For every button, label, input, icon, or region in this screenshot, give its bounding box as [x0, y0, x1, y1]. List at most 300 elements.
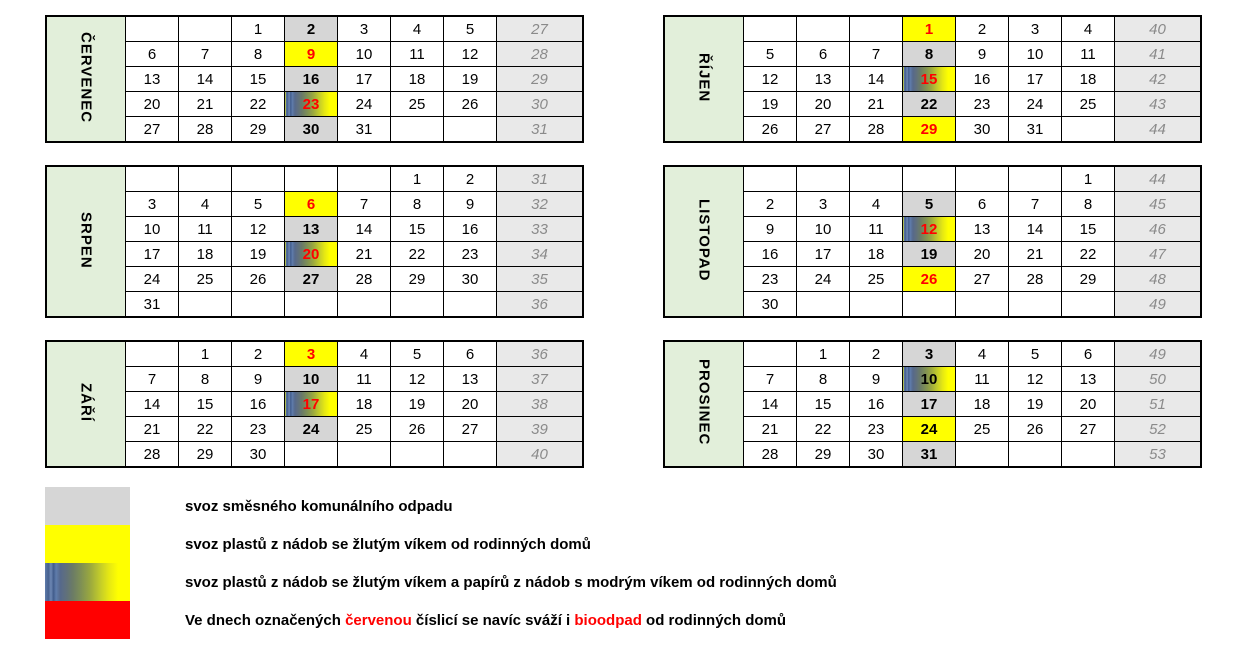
day-cell: 23	[850, 417, 903, 442]
day-cell: 18	[179, 242, 232, 267]
week-number: 52	[1115, 417, 1202, 442]
empty-day-cell	[444, 442, 497, 468]
day-cell: 11	[956, 367, 1009, 392]
day-cell: 28	[744, 442, 797, 468]
empty-day-cell	[850, 292, 903, 318]
day-cell: 30	[232, 442, 285, 468]
day-cell: 4	[179, 192, 232, 217]
month-table-cervenec	[45, 15, 584, 143]
week-row	[664, 367, 1201, 392]
week-row	[664, 192, 1201, 217]
day-cell: 23	[444, 242, 497, 267]
day-cell: 12	[444, 42, 497, 67]
day-cell: 16	[850, 392, 903, 417]
month-label-text: LISTOPAD	[695, 198, 713, 282]
legend-item-mixed	[45, 563, 1240, 601]
empty-day-cell	[903, 292, 956, 318]
week-row	[664, 392, 1201, 417]
day-cell: 20	[956, 242, 1009, 267]
day-cell: 30	[285, 117, 338, 143]
empty-day-cell	[179, 292, 232, 318]
day-cell: 19	[391, 392, 444, 417]
day-cell: 30	[444, 267, 497, 292]
day-cell: 3	[126, 192, 179, 217]
day-cell: 14	[179, 67, 232, 92]
day-cell: 17	[903, 392, 956, 417]
day-cell: 3	[285, 341, 338, 367]
day-cell: 18	[338, 392, 391, 417]
legend-word: svoz plastů z nádob se žlutým víkem od rodinných domů	[185, 535, 591, 553]
day-cell: 27	[444, 417, 497, 442]
legend-label	[185, 498, 453, 515]
day-cell: 13	[444, 367, 497, 392]
day-cell: 29	[391, 267, 444, 292]
day-cell: 12	[391, 367, 444, 392]
day-cell: 21	[744, 417, 797, 442]
week-number: 39	[497, 417, 584, 442]
empty-day-cell	[391, 442, 444, 468]
week-row	[664, 292, 1201, 318]
day-cell: 2	[744, 192, 797, 217]
empty-day-cell	[850, 166, 903, 192]
day-cell: 12	[1009, 367, 1062, 392]
day-cell: 20	[1062, 392, 1115, 417]
day-cell: 11	[1062, 42, 1115, 67]
empty-day-cell	[850, 16, 903, 42]
month-label-text: ŘÍJEN	[695, 52, 713, 103]
week-number: 42	[1115, 67, 1202, 92]
day-cell: 20	[444, 392, 497, 417]
day-cell: 23	[232, 417, 285, 442]
day-cell: 15	[797, 392, 850, 417]
calendar-grid	[45, 15, 1240, 468]
day-cell: 11	[179, 217, 232, 242]
day-cell: 17	[338, 67, 391, 92]
day-cell: 8	[1062, 192, 1115, 217]
day-cell: 21	[179, 92, 232, 117]
empty-day-cell	[232, 166, 285, 192]
day-cell: 25	[179, 267, 232, 292]
day-cell: 17	[797, 242, 850, 267]
day-cell: 23	[956, 92, 1009, 117]
week-number: 49	[1115, 292, 1202, 318]
day-cell: 9	[744, 217, 797, 242]
week-row	[664, 217, 1201, 242]
day-cell: 30	[956, 117, 1009, 143]
empty-day-cell	[903, 166, 956, 192]
week-number: 29	[497, 67, 584, 92]
week-row	[46, 16, 583, 42]
day-cell: 15	[179, 392, 232, 417]
week-number: 36	[497, 341, 584, 367]
day-cell: 8	[797, 367, 850, 392]
week-row	[46, 367, 583, 392]
day-cell: 7	[744, 367, 797, 392]
week-number: 40	[1115, 16, 1202, 42]
week-number: 46	[1115, 217, 1202, 242]
day-cell: 2	[232, 341, 285, 367]
day-cell: 22	[797, 417, 850, 442]
empty-day-cell	[444, 117, 497, 143]
empty-day-cell	[1009, 166, 1062, 192]
week-number: 40	[497, 442, 584, 468]
day-cell: 22	[179, 417, 232, 442]
empty-day-cell	[338, 166, 391, 192]
week-number: 51	[1115, 392, 1202, 417]
month-label-zari	[46, 341, 126, 467]
day-cell: 12	[232, 217, 285, 242]
week-number: 37	[497, 367, 584, 392]
day-cell: 20	[797, 92, 850, 117]
month-table-listopad	[663, 165, 1202, 318]
week-number: 48	[1115, 267, 1202, 292]
day-cell: 24	[338, 92, 391, 117]
day-cell: 17	[1009, 67, 1062, 92]
day-cell: 30	[850, 442, 903, 468]
day-cell: 5	[444, 16, 497, 42]
week-number: 31	[497, 117, 584, 143]
day-cell: 25	[956, 417, 1009, 442]
week-row	[46, 417, 583, 442]
day-cell: 6	[956, 192, 1009, 217]
day-cell: 10	[338, 42, 391, 67]
day-cell: 22	[391, 242, 444, 267]
day-cell: 16	[956, 67, 1009, 92]
empty-day-cell	[1062, 442, 1115, 468]
empty-day-cell	[797, 16, 850, 42]
day-cell: 10	[903, 367, 956, 392]
day-cell: 2	[444, 166, 497, 192]
week-row	[46, 117, 583, 143]
day-cell: 26	[903, 267, 956, 292]
day-cell: 4	[338, 341, 391, 367]
day-cell: 15	[232, 67, 285, 92]
empty-day-cell	[285, 292, 338, 318]
day-cell: 11	[850, 217, 903, 242]
empty-day-cell	[744, 341, 797, 367]
day-cell: 19	[744, 92, 797, 117]
day-cell: 2	[285, 16, 338, 42]
day-cell: 2	[956, 16, 1009, 42]
week-row	[664, 341, 1201, 367]
day-cell: 7	[338, 192, 391, 217]
month-table-rijen	[663, 15, 1202, 143]
week-number: 44	[1115, 117, 1202, 143]
day-cell: 8	[232, 42, 285, 67]
legend-item-red	[45, 601, 1240, 639]
day-cell: 24	[903, 417, 956, 442]
day-cell: 25	[391, 92, 444, 117]
day-cell: 27	[1062, 417, 1115, 442]
day-cell: 6	[1062, 341, 1115, 367]
day-cell: 12	[903, 217, 956, 242]
day-cell: 10	[126, 217, 179, 242]
week-row	[46, 242, 583, 267]
day-cell: 15	[903, 67, 956, 92]
day-cell: 31	[126, 292, 179, 318]
week-number: 27	[497, 16, 584, 42]
empty-day-cell	[1009, 292, 1062, 318]
week-row	[46, 292, 583, 318]
day-cell: 9	[956, 42, 1009, 67]
week-number: 30	[497, 92, 584, 117]
week-number: 32	[497, 192, 584, 217]
day-cell: 3	[338, 16, 391, 42]
day-cell: 3	[797, 192, 850, 217]
day-cell: 6	[285, 192, 338, 217]
day-cell: 16	[232, 392, 285, 417]
day-cell: 20	[126, 92, 179, 117]
legend-word: svoz směsného komunálního odpadu	[185, 497, 453, 515]
day-cell: 14	[338, 217, 391, 242]
day-cell: 7	[179, 42, 232, 67]
day-cell: 25	[1062, 92, 1115, 117]
day-cell: 14	[744, 392, 797, 417]
empty-day-cell	[179, 16, 232, 42]
day-cell: 13	[1062, 367, 1115, 392]
week-row	[46, 92, 583, 117]
day-cell: 9	[232, 367, 285, 392]
day-cell: 5	[1009, 341, 1062, 367]
legend-item-yellow	[45, 525, 1240, 563]
day-cell: 28	[850, 117, 903, 143]
day-cell: 2	[850, 341, 903, 367]
day-cell: 28	[338, 267, 391, 292]
week-number: 53	[1115, 442, 1202, 468]
day-cell: 8	[179, 367, 232, 392]
month-label-text: ZÁŘÍ	[77, 383, 95, 422]
empty-day-cell	[956, 292, 1009, 318]
day-cell: 24	[126, 267, 179, 292]
empty-day-cell	[956, 166, 1009, 192]
week-number: 38	[497, 392, 584, 417]
day-cell: 19	[232, 242, 285, 267]
day-cell: 9	[285, 42, 338, 67]
week-row	[664, 267, 1201, 292]
day-cell: 15	[1062, 217, 1115, 242]
week-number: 44	[1115, 166, 1202, 192]
yellow-swatch	[45, 525, 130, 563]
legend-word: svoz plastů z nádob se žlutým víkem a papírů z nádob s modrým víkem od rodinných domů	[185, 573, 837, 591]
day-cell: 19	[444, 67, 497, 92]
empty-day-cell	[338, 442, 391, 468]
month-label-rijen	[664, 16, 744, 142]
day-cell: 24	[285, 417, 338, 442]
day-cell: 4	[1062, 16, 1115, 42]
day-cell: 16	[285, 67, 338, 92]
gray-swatch	[45, 487, 130, 525]
day-cell: 19	[1009, 392, 1062, 417]
day-cell: 25	[850, 267, 903, 292]
day-cell: 26	[744, 117, 797, 143]
day-cell: 1	[797, 341, 850, 367]
legend-label	[185, 536, 591, 553]
week-row	[664, 16, 1201, 42]
empty-day-cell	[744, 166, 797, 192]
day-cell: 4	[850, 192, 903, 217]
day-cell: 5	[391, 341, 444, 367]
legend-red-word: bioodpad	[574, 611, 642, 629]
day-cell: 25	[338, 417, 391, 442]
empty-day-cell	[126, 166, 179, 192]
week-row	[46, 192, 583, 217]
month-label-text: ČERVENEC	[77, 31, 95, 124]
day-cell: 7	[850, 42, 903, 67]
day-cell: 1	[179, 341, 232, 367]
week-row	[46, 267, 583, 292]
day-cell: 1	[903, 16, 956, 42]
day-cell: 1	[391, 166, 444, 192]
legend	[45, 487, 1240, 639]
day-cell: 17	[126, 242, 179, 267]
week-row	[46, 166, 583, 192]
month-label-prosinec	[664, 341, 744, 467]
day-cell: 16	[444, 217, 497, 242]
day-cell: 6	[797, 42, 850, 67]
day-cell: 13	[285, 217, 338, 242]
day-cell: 10	[285, 367, 338, 392]
day-cell: 21	[1009, 242, 1062, 267]
day-cell: 13	[797, 67, 850, 92]
day-cell: 26	[444, 92, 497, 117]
day-cell: 18	[850, 242, 903, 267]
week-number: 33	[497, 217, 584, 242]
month-label-text: SRPEN	[77, 211, 95, 269]
empty-day-cell	[126, 16, 179, 42]
day-cell: 30	[744, 292, 797, 318]
day-cell: 29	[179, 442, 232, 468]
day-cell: 22	[232, 92, 285, 117]
day-cell: 29	[903, 117, 956, 143]
day-cell: 13	[126, 67, 179, 92]
empty-day-cell	[126, 341, 179, 367]
day-cell: 24	[797, 267, 850, 292]
day-cell: 9	[444, 192, 497, 217]
empty-day-cell	[797, 166, 850, 192]
week-row	[46, 42, 583, 67]
month-table-srpen	[45, 165, 584, 318]
empty-day-cell	[956, 442, 1009, 468]
day-cell: 18	[1062, 67, 1115, 92]
empty-day-cell	[744, 16, 797, 42]
day-cell: 4	[956, 341, 1009, 367]
day-cell: 11	[391, 42, 444, 67]
day-cell: 12	[744, 67, 797, 92]
day-cell: 26	[391, 417, 444, 442]
day-cell: 27	[956, 267, 1009, 292]
day-cell: 28	[126, 442, 179, 468]
empty-day-cell	[285, 166, 338, 192]
day-cell: 27	[797, 117, 850, 143]
day-cell: 7	[126, 367, 179, 392]
day-cell: 18	[391, 67, 444, 92]
day-cell: 14	[1009, 217, 1062, 242]
month-label-srpen	[46, 166, 126, 317]
week-number: 34	[497, 242, 584, 267]
day-cell: 26	[1009, 417, 1062, 442]
week-row	[46, 392, 583, 417]
week-row	[46, 67, 583, 92]
day-cell: 31	[1009, 117, 1062, 143]
week-number: 47	[1115, 242, 1202, 267]
day-cell: 28	[179, 117, 232, 143]
day-cell: 31	[903, 442, 956, 468]
day-cell: 3	[903, 341, 956, 367]
day-cell: 3	[1009, 16, 1062, 42]
mixed-swatch	[45, 563, 130, 601]
day-cell: 10	[1009, 42, 1062, 67]
week-number: 35	[497, 267, 584, 292]
day-cell: 11	[338, 367, 391, 392]
week-row	[664, 166, 1201, 192]
month-label-cervenec	[46, 16, 126, 142]
week-row	[664, 442, 1201, 468]
day-cell: 29	[1062, 267, 1115, 292]
day-cell: 23	[285, 92, 338, 117]
day-cell: 1	[232, 16, 285, 42]
day-cell: 21	[850, 92, 903, 117]
day-cell: 15	[391, 217, 444, 242]
week-row	[46, 217, 583, 242]
day-cell: 5	[744, 42, 797, 67]
week-number: 41	[1115, 42, 1202, 67]
day-cell: 6	[126, 42, 179, 67]
empty-day-cell	[1009, 442, 1062, 468]
week-number: 43	[1115, 92, 1202, 117]
day-cell: 14	[850, 67, 903, 92]
day-cell: 5	[232, 192, 285, 217]
day-cell: 19	[903, 242, 956, 267]
day-cell: 20	[285, 242, 338, 267]
day-cell: 27	[126, 117, 179, 143]
empty-day-cell	[179, 166, 232, 192]
red-swatch	[45, 601, 130, 639]
day-cell: 5	[903, 192, 956, 217]
day-cell: 1	[1062, 166, 1115, 192]
day-cell: 31	[338, 117, 391, 143]
week-number: 45	[1115, 192, 1202, 217]
month-table-prosinec	[663, 340, 1202, 468]
empty-day-cell	[391, 117, 444, 143]
week-row	[664, 417, 1201, 442]
month-label-listopad	[664, 166, 744, 317]
week-number: 50	[1115, 367, 1202, 392]
empty-day-cell	[285, 442, 338, 468]
legend-label	[185, 574, 837, 591]
legend-word: od rodinných domů	[641, 611, 787, 629]
day-cell: 21	[338, 242, 391, 267]
day-cell: 9	[850, 367, 903, 392]
month-label-text: PROSINEC	[695, 359, 713, 446]
day-cell: 24	[1009, 92, 1062, 117]
empty-day-cell	[1062, 292, 1115, 318]
legend-red-word: červenou	[345, 611, 412, 629]
day-cell: 4	[391, 16, 444, 42]
legend-item-gray	[45, 487, 1240, 525]
week-number: 31	[497, 166, 584, 192]
day-cell: 22	[903, 92, 956, 117]
day-cell: 7	[1009, 192, 1062, 217]
day-cell: 29	[797, 442, 850, 468]
legend-word: číslicí se navíc sváží i	[411, 611, 575, 629]
week-row	[664, 242, 1201, 267]
week-row	[46, 442, 583, 468]
empty-day-cell	[797, 292, 850, 318]
day-cell: 16	[744, 242, 797, 267]
week-row	[664, 117, 1201, 143]
week-row	[664, 42, 1201, 67]
week-row	[664, 67, 1201, 92]
